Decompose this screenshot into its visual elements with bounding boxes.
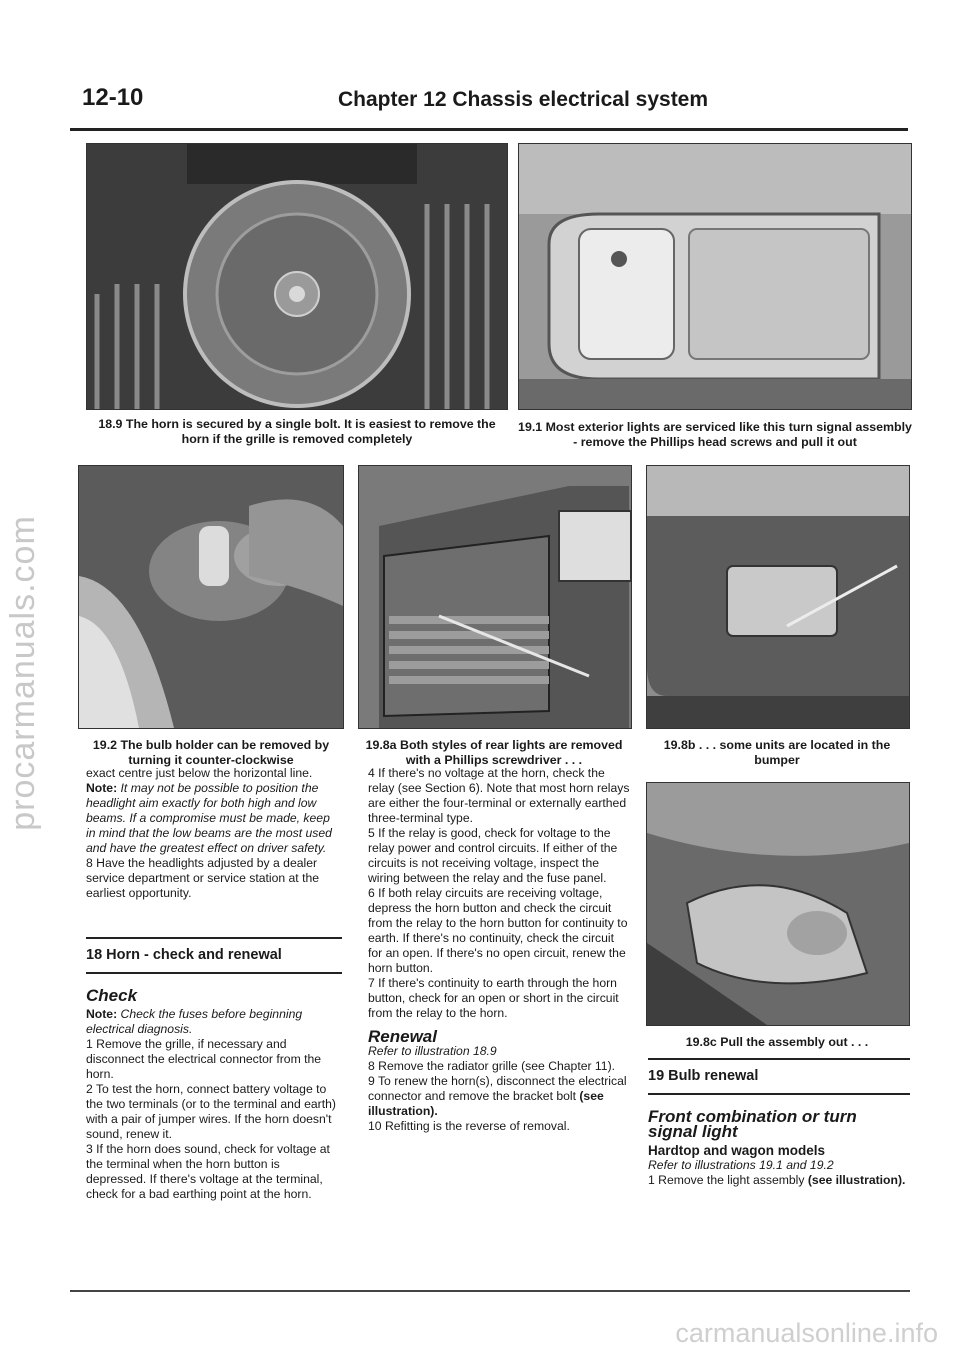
caption-19-1: 19.1 Most exterior lights are serviced like this turn signal assembly - remove the Phillips head screws and pull it out — [518, 420, 912, 449]
col3-step-1 — [648, 1173, 910, 1188]
col1-paragraph-centre: exact centre just below the horizontal line. — [86, 766, 313, 780]
step-9-ref: (see illustration). — [368, 1089, 604, 1118]
col1-step-8: 8 Have the headlights adjusted by a dealer service department or service station at the earliest opportunity. — [86, 856, 320, 900]
caption-19-8b: 19.8b . . . some units are located in the bumper — [663, 738, 891, 767]
text-column-2 — [368, 766, 630, 1134]
photo-horn — [86, 143, 508, 410]
text-column-3 — [648, 1058, 910, 1188]
photo-bulb-holder — [78, 465, 344, 729]
footer-watermark: carmanualsonline.info — [675, 1318, 938, 1348]
step-9-text: 9 To renew the horn(s), disconnect the electrical connector and remove the bracket bolt — [368, 1074, 627, 1103]
col1-step-3: 3 If the horn does sound, check for voltage at the terminal when the horn button is depressed. If there's voltage at the terminal, check for a bad earthing point at the horn. — [86, 1142, 330, 1201]
renewal-heading: Renewal — [368, 1027, 437, 1046]
front-combination-heading: Front combination or turn signal light — [648, 1107, 857, 1141]
photo-turn-signal — [518, 143, 912, 410]
caption-19-2: 19.2 The bulb holder can be removed by turning it counter-clockwise — [92, 738, 330, 767]
footer-rule — [70, 1290, 910, 1292]
photo-pull-assembly — [646, 782, 910, 1026]
page-number: 12-10 — [82, 84, 144, 111]
step-1-ref: (see illustration). — [807, 1173, 906, 1187]
note-text: Check the fuses before beginning electrical diagnosis. — [86, 1007, 303, 1036]
col1-note-headlight — [86, 781, 342, 856]
col2-step-10: 10 Refitting is the reverse of removal. — [368, 1119, 570, 1133]
col2-step-7: 7 If there's continuity to earth through the horn button, check for an open or short in the circuit from the relay to the horn. — [368, 976, 619, 1020]
section-19-heading: 19 Bulb renewal — [648, 1058, 910, 1095]
step-1-text: 1 Remove the light assembly — [648, 1173, 808, 1187]
header-rule — [70, 128, 908, 131]
note-text: It may not be possible to position the headlight aim exactly for both high and low beams. If a compromise must be made, keep in mind that the low beams are the most used and have the greatest effect on driver safety. — [86, 781, 332, 855]
col1-step-1: 1 Remove the grille, if necessary and disconnect the electrical connector from the horn. — [86, 1037, 322, 1081]
note-label: Note: — [86, 781, 118, 795]
col1-note-fuses — [86, 1007, 342, 1037]
col3-refer: Refer to illustrations 19.1 and 19.2 — [648, 1158, 834, 1172]
side-watermark: procarmanuals.com — [4, 515, 42, 831]
col2-refer: Refer to illustration 18.9 — [368, 1044, 497, 1058]
col1-step-2: 2 To test the horn, connect battery voltage to the two terminals (or to the terminal and earth) with a pair of jumper wires. If the horn doesn't sound, renew it. — [86, 1082, 336, 1141]
running-head: Chapter 12 Chassis electrical system — [338, 88, 709, 111]
col2-step-4: 4 If there's no voltage at the horn, check the relay (see Section 6). Note that most horn relays are either the four-terminal or externally earthed three-terminal type. — [368, 766, 630, 825]
col2-step-6: 6 If both relay circuits are receiving voltage, depress the horn button and check the circuit from the relay to the horn button for continuity to earth. If there's no continuity, check the circuit for an open. If there's no open circuit, renew the horn button. — [368, 886, 628, 975]
col2-step-9 — [368, 1074, 630, 1119]
text-column-1 — [86, 766, 342, 1202]
col2-step-5: 5 If the relay is good, check for voltage to the relay power and control circuits. If either of the circuits is not receiving voltage, inspect the wiring between the relay and the fuse panel. — [368, 826, 618, 885]
photo-bumper-lights — [646, 465, 910, 729]
caption-18-9: 18.9 The horn is secured by a single bolt. It is easiest to remove the horn if the grille is removed completely — [98, 417, 496, 446]
caption-19-8a: 19.8a Both styles of rear lights are removed with a Phillips screwdriver . . . — [365, 738, 623, 767]
section-18-heading: 18 Horn - check and renewal — [86, 937, 342, 974]
photo-rear-lights — [358, 465, 632, 729]
hardtop-wagon-heading: Hardtop and wagon models — [648, 1143, 826, 1158]
check-heading: Check — [86, 986, 138, 1005]
caption-19-8c: 19.8c Pull the assembly out . . . — [685, 1035, 869, 1049]
col2-step-8: 8 Remove the radiator grille (see Chapter 11). — [368, 1059, 616, 1073]
note-label: Note: — [86, 1007, 118, 1021]
